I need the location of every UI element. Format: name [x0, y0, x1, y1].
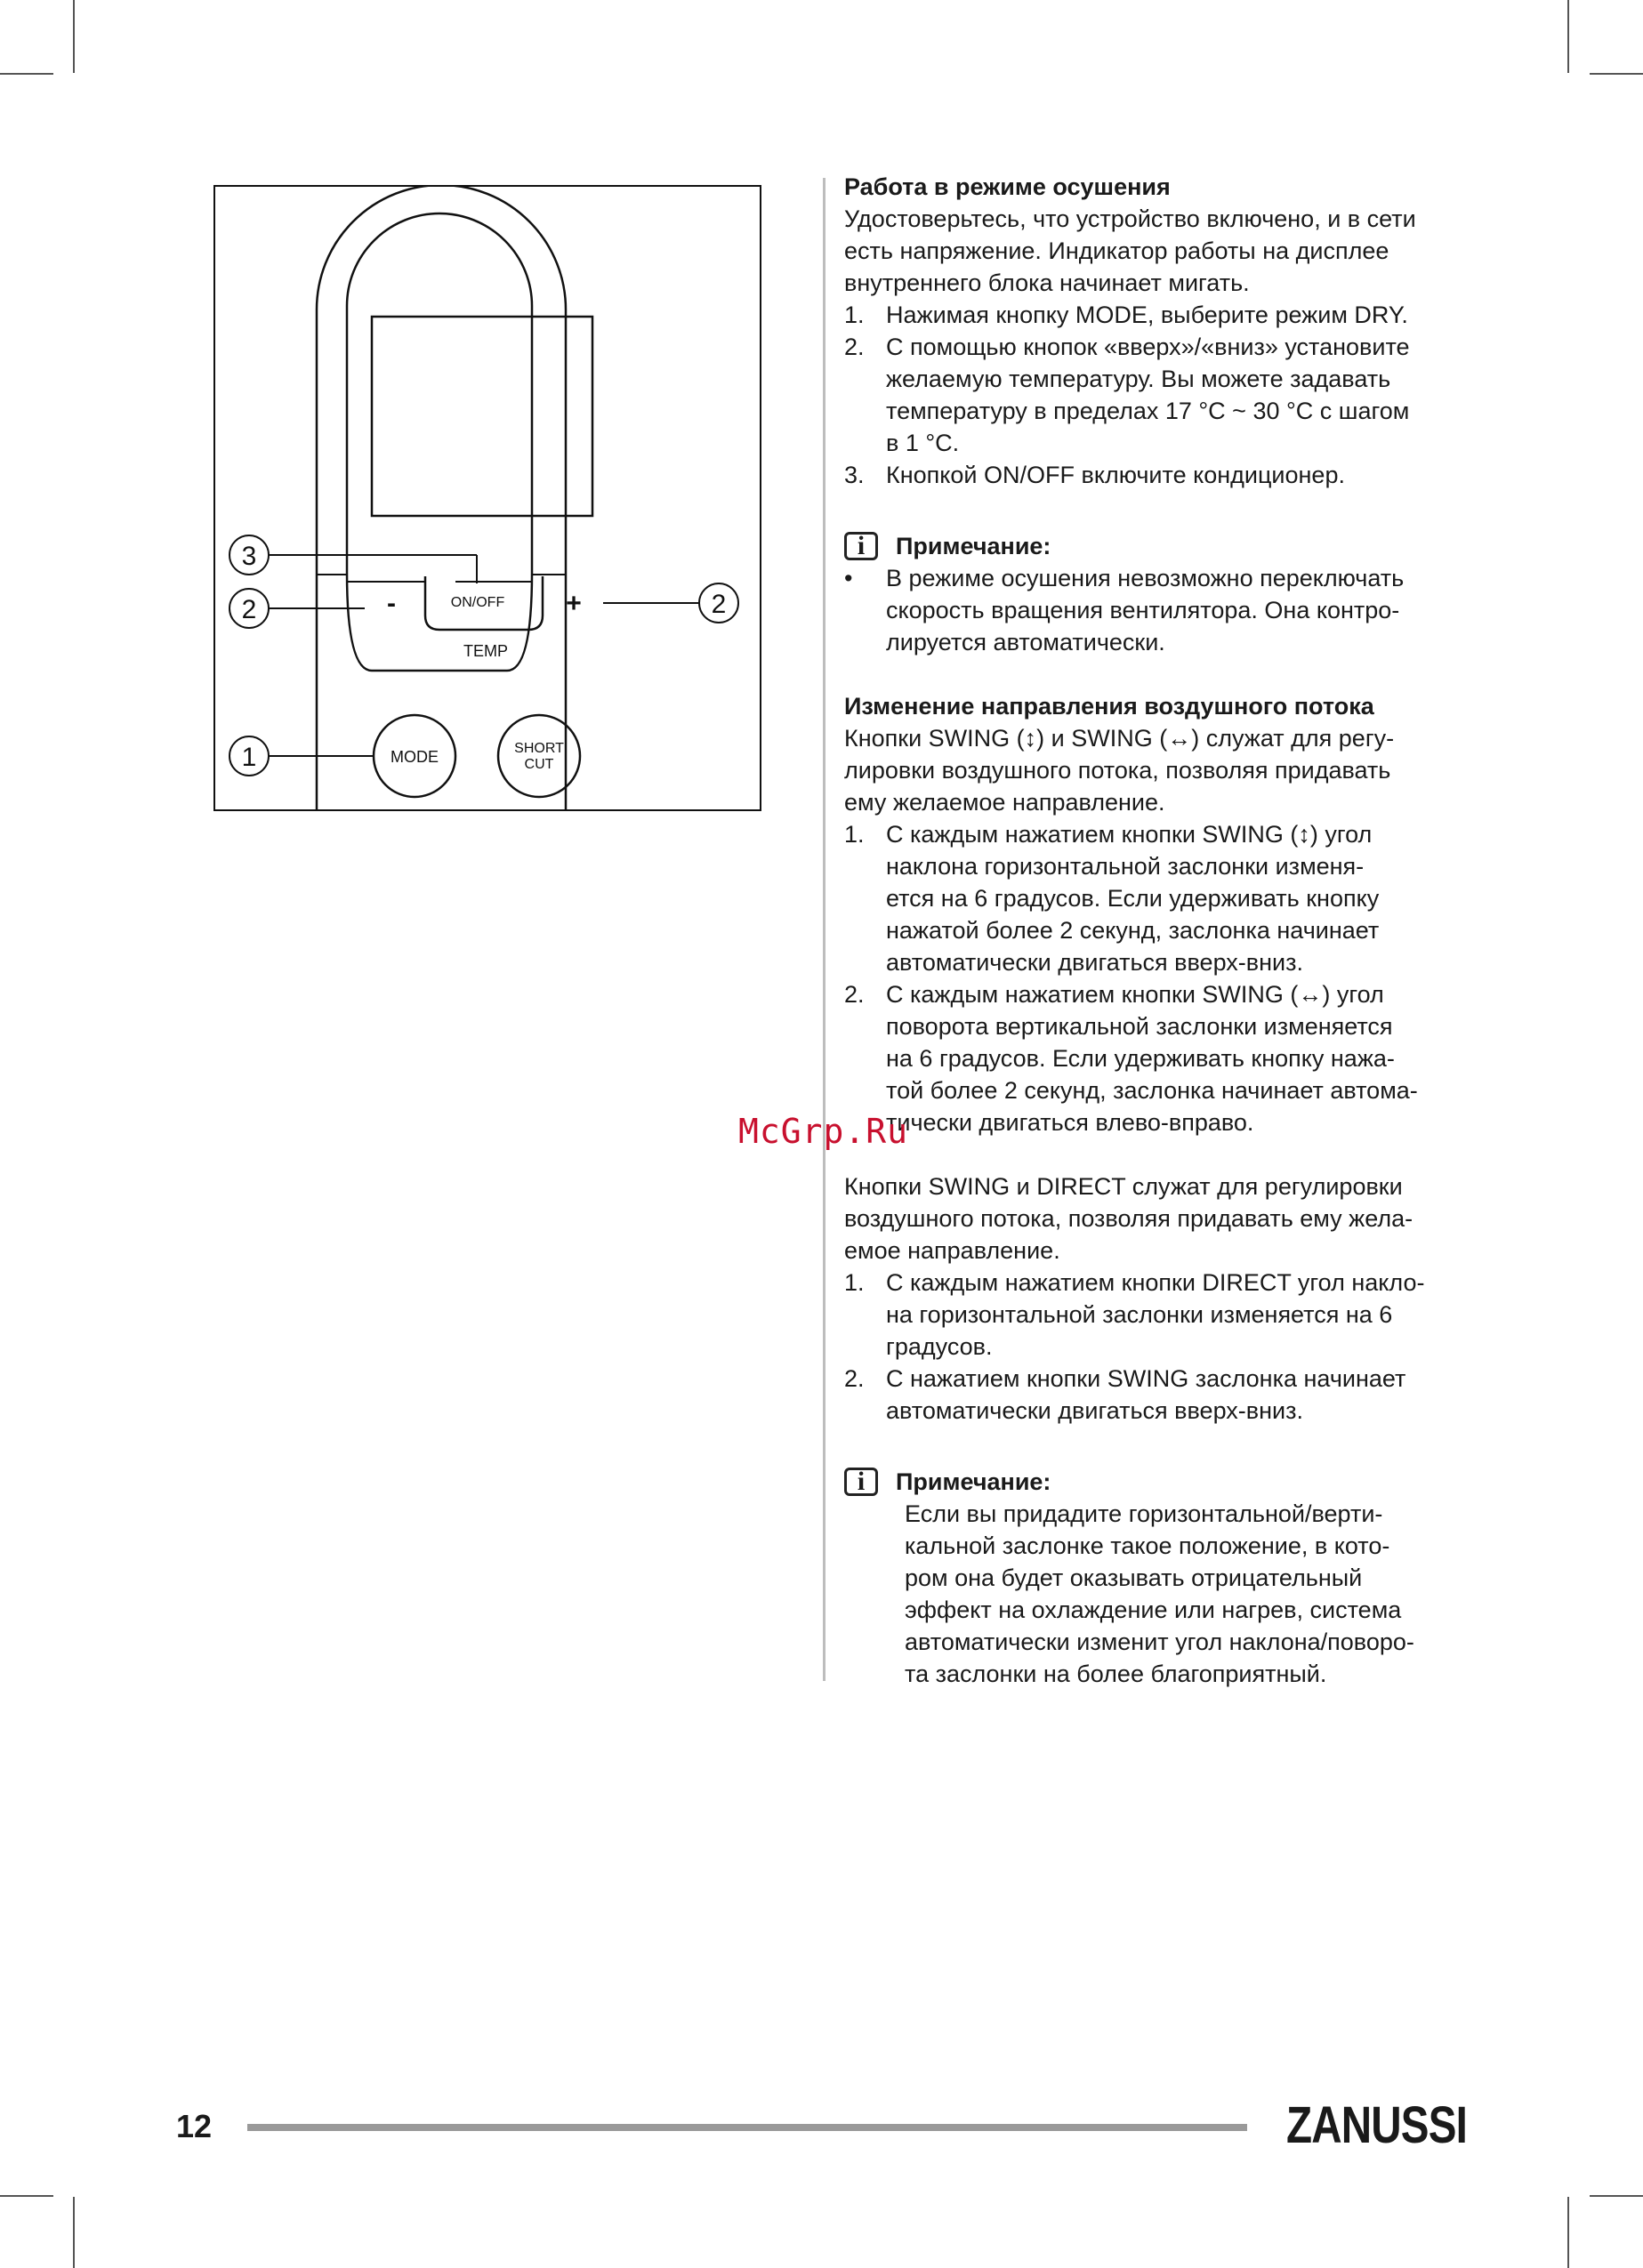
note-text: ром она будет оказывать отрицательный	[905, 1564, 1363, 1591]
list-item	[844, 299, 1467, 331]
airflow-intro-line: ему желаемое направление.	[844, 789, 1165, 816]
note-header	[844, 1466, 1467, 1498]
dry-mode-intro-line: внутреннего блока начинает мигать.	[844, 269, 1250, 296]
bullet: •	[844, 565, 853, 591]
shortcut-label-line1: SHORT	[514, 741, 564, 756]
crop-mark	[73, 2197, 75, 2268]
step-text: автоматически двигаться вверх-вниз.	[886, 1397, 1303, 1424]
step-text: на горизонтальной заслонки изменяется на 6	[886, 1301, 1393, 1328]
dry-mode-intro	[844, 203, 1467, 299]
list-item	[844, 331, 1467, 459]
text-column	[844, 171, 1467, 1690]
direct-intro-line: Кнопки SWING и DIRECT служат для регулировки	[844, 1173, 1403, 1200]
column-divider	[823, 178, 826, 1681]
note-text: автоматически изменит угол наклона/поворо-	[905, 1629, 1414, 1655]
crop-mark	[73, 0, 75, 73]
note-text: лируется автоматически.	[886, 629, 1165, 655]
note-text: эффект на охлаждение или нагрев, система	[905, 1596, 1402, 1623]
airflow-title: Изменение направления воздушного потока	[844, 693, 1374, 720]
airflow-intro	[844, 722, 1467, 818]
note2-body	[844, 1498, 1467, 1690]
brand-logo: ZANUSSI	[1286, 2096, 1468, 2154]
list-item	[844, 459, 1467, 491]
step-number: 2.	[844, 981, 865, 1008]
plus-button-label: +	[566, 589, 582, 618]
callout-2-right-label: 2	[711, 590, 727, 619]
dry-mode-intro-line: Удостоверьтесь, что устройство включено, и в сети	[844, 205, 1416, 232]
step-text: наклона горизонтальной заслонки изменя-	[886, 853, 1365, 880]
step-number: 3.	[844, 462, 865, 488]
step-text: поворота вертикальной заслонки изменяется	[886, 1013, 1393, 1040]
step-text: желаемую температуру. Вы можете задавать	[886, 366, 1391, 392]
direct-intro	[844, 1170, 1467, 1267]
step-text: С помощью кнопок «вверх»/«вниз» установите	[886, 334, 1410, 360]
callout-2-left-label: 2	[241, 595, 257, 624]
shortcut-button	[498, 715, 580, 797]
info-icon: i	[844, 1468, 878, 1496]
step-text: С каждым нажатием кнопки SWING (↔) угол	[886, 981, 1384, 1008]
crop-mark	[0, 2195, 53, 2197]
temp-label: TEMP	[463, 642, 509, 660]
crop-mark	[1567, 0, 1569, 73]
figure-frame	[214, 186, 761, 810]
step-text: С нажатием кнопки SWING заслонка начинает	[886, 1365, 1406, 1392]
vertical-swing-icon: ↕	[1024, 725, 1037, 752]
airflow-intro-line: лировки воздушного потока, позволяя придавать	[844, 757, 1391, 784]
step-text: нажатой более 2 секунд, заслонка начинает	[886, 917, 1380, 944]
vertical-swing-icon: ↕	[1298, 821, 1310, 848]
step-number: 1.	[844, 302, 865, 328]
remote-control-drawing	[213, 185, 761, 811]
list-item	[844, 562, 1467, 658]
dry-mode-steps	[844, 299, 1467, 491]
list-item	[844, 978, 1467, 1138]
footer-rule	[247, 2124, 1247, 2131]
onoff-label: ON/OFF	[450, 595, 505, 610]
step-text: С каждым нажатием кнопки SWING (↕) угол	[886, 821, 1373, 848]
step-number: 1.	[844, 821, 865, 848]
crop-mark	[1590, 73, 1643, 75]
note-title: Примечание:	[896, 1468, 1051, 1495]
crop-mark	[0, 73, 53, 75]
step-text: тически двигаться влево-вправо.	[886, 1109, 1254, 1136]
dry-mode-title: Работа в режиме осушения	[844, 173, 1171, 200]
callout-3-label: 3	[241, 542, 257, 571]
horizontal-swing-icon: ↔	[1167, 725, 1192, 752]
airflow-intro-line: Кнопки SWING (↕) и SWING (↔) служат для регу-	[844, 725, 1395, 752]
page-number: 12	[176, 2108, 213, 2144]
shortcut-label-line2: CUT	[524, 757, 554, 772]
note-text: кальной заслонке такое положение, в кото-	[905, 1532, 1390, 1559]
callout-1-label: 1	[241, 743, 257, 772]
step-text: температуру в пределах 17 °C ~ 30 °C с шагом	[886, 398, 1410, 424]
step-text: градусов.	[886, 1333, 993, 1360]
step-number: 1.	[844, 1269, 865, 1296]
step-number: 2.	[844, 334, 865, 360]
step-text: Кнопкой ON/OFF включите кондиционер.	[886, 462, 1345, 488]
step-text: автоматически двигаться вверх-вниз.	[886, 949, 1303, 976]
airflow-steps	[844, 818, 1467, 1138]
step-text: ется на 6 градусов. Если удерживать кнопку	[886, 885, 1380, 912]
list-item	[844, 1363, 1467, 1427]
display-screen	[372, 317, 592, 516]
note-text: скорость вращения вентилятора. Она контро-	[886, 597, 1400, 623]
note-text: В режиме осушения невозможно переключать	[886, 565, 1405, 591]
minus-button-label: -	[387, 589, 396, 618]
crop-mark	[1590, 2195, 1643, 2197]
note-header	[844, 530, 1467, 562]
step-text: на 6 градусов. Если удерживать кнопку нажа-	[886, 1045, 1395, 1072]
step-text: в 1 °C.	[886, 430, 960, 456]
info-icon: i	[844, 532, 878, 560]
direct-intro-line: воздушного потока, позволяя придавать ему жела-	[844, 1205, 1413, 1232]
note1-bullets	[844, 562, 1467, 658]
list-item	[844, 818, 1467, 978]
note-text: та заслонки на более благоприятный.	[905, 1661, 1327, 1687]
note-text: Если вы придадите горизонтальной/верти-	[905, 1500, 1383, 1527]
step-text: С каждым нажатием кнопки DIRECT угол накло-	[886, 1269, 1425, 1296]
mode-label: MODE	[391, 748, 439, 766]
list-item	[844, 1267, 1467, 1363]
step-text: Нажимая кнопку MODE, выберите режим DRY.	[886, 302, 1408, 328]
direct-intro-line: емое направление.	[844, 1237, 1060, 1264]
crop-mark	[1567, 2197, 1569, 2268]
horizontal-swing-icon: ↔	[1298, 981, 1323, 1008]
step-number: 2.	[844, 1365, 865, 1392]
note-title: Примечание:	[896, 533, 1051, 559]
direct-steps	[844, 1267, 1467, 1427]
remote-control-figure	[213, 185, 761, 811]
step-text: той более 2 секунд, заслонка начинает автома-	[886, 1077, 1418, 1104]
watermark: McGrp.Ru	[738, 1112, 909, 1151]
dry-mode-intro-line: есть напряжение. Индикатор работы на дисплее	[844, 237, 1389, 264]
